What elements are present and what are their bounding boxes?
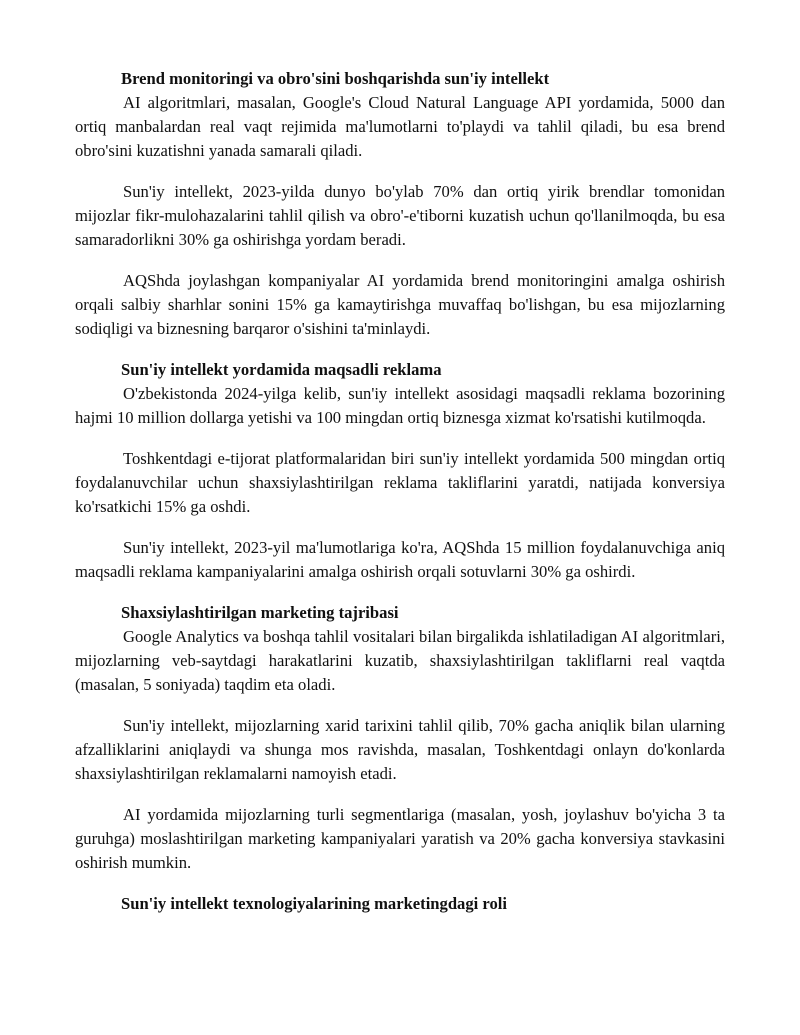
paragraph: Sun'iy intellekt, mijozlarning xarid tarixini tahlil qilib, 70% gacha aniqlik bilan ularning afzalliklarini aniqlaydi va shunga mos ravishda, masalan, Toshkentdagi onlayn do'konlarda shaxsiylashtirilgan reklamalarni namoyish etadi. — [75, 716, 725, 783]
section-heading: Sun'iy intellekt yordamida maqsadli reklama — [121, 360, 442, 379]
section-heading: Brend monitoringi va obro'sini boshqarishda sun'iy intellekt — [121, 69, 550, 88]
paragraph: Sun'iy intellekt, 2023-yilda dunyo bo'ylab 70% dan ortiq yirik brendlar tomonidan mijozlar fikr-mulohazalarini tahlil qilish va obro'-e'tiborni kuzatish uchun qo'llanilmoqda, bu esa samaradorlikni 30% ga oshirishga yordam beradi. — [75, 182, 725, 249]
paragraph: AQShda joylashgan kompaniyalar AI yordamida brend monitoringini amalga oshirish orqali salbiy sharhlar sonini 15% ga kamaytirishga muvaffaq bo'lishgan, bu esa mijozlarning sodiqligi va biznesning barqaror o'sishini ta'minlaydi. — [75, 271, 725, 338]
paragraph: Sun'iy intellekt, 2023-yil ma'lumotlariga ko'ra, AQShda 15 million foydalanuvchiga aniq maqsadli reklama kampaniyalarini amalga oshirish orqali sotuvlarni 30% ga oshirdi. — [75, 538, 725, 581]
document-body — [75, 67, 725, 916]
paragraph: O'zbekistonda 2024-yilga kelib, sun'iy intellekt asosidagi maqsadli reklama bozorining hajmi 10 million dollarga yetishi va 100 mingdan ortiq biznesga xizmat ko'rsatishi kutilmoqda. — [75, 384, 725, 427]
section-heading: Sun'iy intellekt texnologiyalarining marketingdagi roli — [121, 894, 507, 913]
paragraph: AI yordamida mijozlarning turli segmentlariga (masalan, yosh, joylashuv bo'yicha 3 ta guruhga) moslashtirilgan marketing kampaniyalari yaratish va 20% gacha konversiya stavkasini oshirish mumkin. — [75, 805, 725, 872]
paragraph: Google Analytics va boshqa tahlil vositalari bilan birgalikda ishlatiladigan AI algoritmlari, mijozlarning veb-saytdagi harakatlarini kuzatib, shaxsiylashtirilgan takliflarni real vaqtda (masalan, 5 soniyada) taqdim eta oladi. — [75, 627, 725, 694]
section-heading: Shaxsiylashtirilgan marketing tajribasi — [121, 603, 399, 622]
paragraph: Toshkentdagi e-tijorat platformalaridan biri sun'iy intellekt yordamida 500 mingdan ortiq foydalanuvchilar uchun shaxsiylashtirilgan reklama takliflarini yaratdi, natijada konversiya ko'rsatkichi 15% ga oshdi. — [75, 449, 725, 516]
paragraph: AI algoritmlari, masalan, Google's Cloud Natural Language API yordamida, 5000 dan ortiq manbalardan real vaqt rejimida ma'lumotlarni to'playdi va tahlil qiladi, bu esa brend obro'sini kuzatishni yanada samarali qiladi. — [75, 93, 725, 160]
